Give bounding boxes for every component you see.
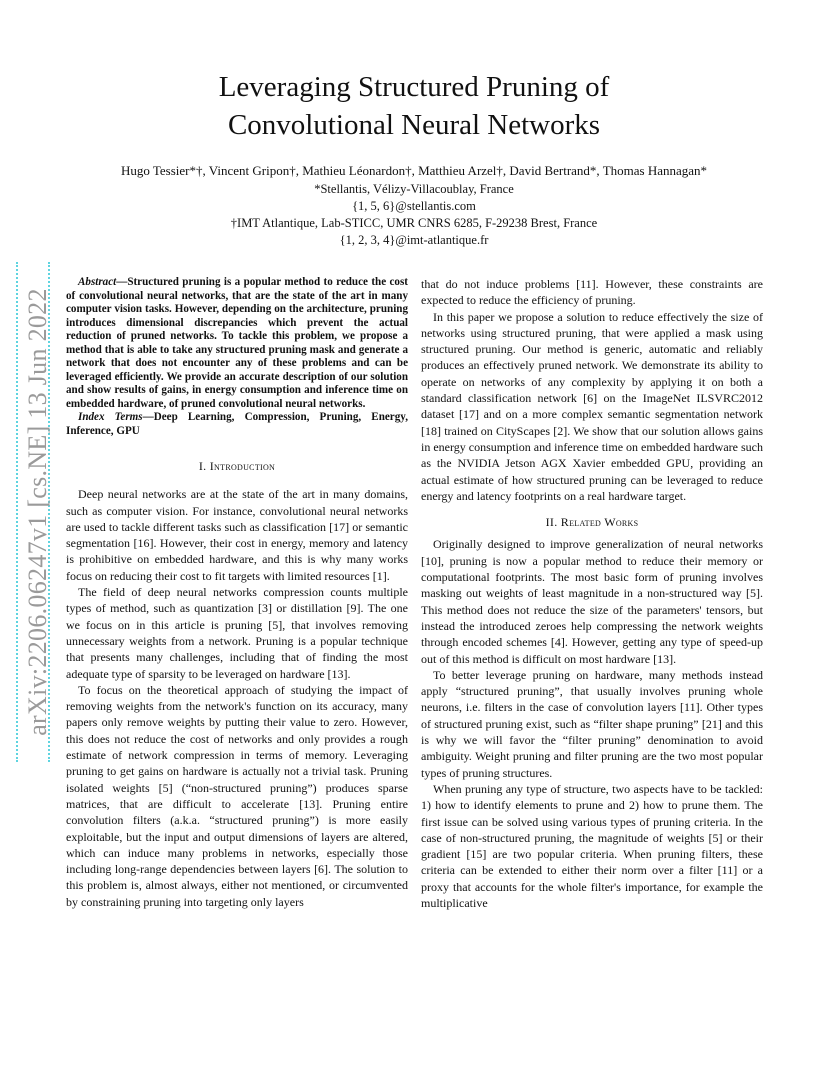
index-terms — [66, 411, 408, 438]
section-heading-introduction: I. Introduction — [198, 459, 276, 473]
email-imt: {1, 2, 3, 4}@imt-atlantique.fr — [339, 233, 489, 247]
right-column — [421, 276, 763, 911]
intro-paragraph: Deep neural networks are at the state of the art in many domains, such as computer vision. For instance, convolutional neural networks are used to tackle different tasks such as classification [17] or semantic segmentation [16]. However, their cost in energy, memory and latency is prohibitive on embedded hardware, and this is why many works focus on reducing their cost to fit targets with limited resources [1]. — [66, 487, 408, 583]
left-column — [66, 276, 408, 910]
abstract-text: —Structured pruning is a popular method to reduce the cost of convolutional neural networks, that are the state of the art in many computer vision tasks. However, depending on the architecture, pruning introduces dimensional discrepancies which prevent the actual reduction of pruned networks. To tackle this problem, we propose a method that is able to take any structured pruning mask and generate a network that does not encounter any of these problems and can be leveraged efficiently. We provide an accurate description of our solution and show results of gains, in energy consumption and inference time on embedded hardware, of pruned convolutional neural networks. — [66, 276, 408, 410]
paper-title — [0, 68, 828, 144]
related-paragraph: To better leverage pruning on hardware, many methods instead apply “structured pruning”, that usually involves pruning whole neurons, i.e. filters in the case of convolution layers [11]. Other types of structured pruning exist, such as “filter shape pruning” [21] and this is why we will favor the “filter pruning” denomination to avoid ambiguity. Weight pruning and filter pruning are the two most popular types of pruning structures. — [421, 667, 763, 780]
arxiv-stamp[interactable] — [22, 262, 54, 762]
related-paragraph: When pruning any type of structure, two aspects have to be tackled: 1) how to identify elements to prune and 2) how to prune them. The first issue can be solved using various types of pruning criteria. In the case of non-structured pruning, the magnitude of weights [5] or their gradient [15] are two popular criteria. When pruning filters, these criteria can be extended to either their norm over a filter [11] or a proxy that accounts for the whole filter's importance, for example the multiplicative — [421, 781, 763, 910]
section-heading-related-works: II. Related Works — [545, 515, 639, 530]
body-paragraph: that do not induce problems [11]. However, these constraints are expected to reduce the efficiency of pruning. — [421, 277, 763, 308]
abstract — [66, 276, 408, 411]
body-paragraph: In this paper we propose a solution to reduce effectively the size of networks using structured pruning, that were applied a mask using structured pruning. Our method is generic, automatic and reliably produces an effectively pruned network. We demonstrate its ability to operate on networks of any complexity by applying it on both a standard classification network [6] on the ImageNet ILSVRC2012 dataset [17] and on a more complex semantic segmentation network [18] trained on CityScapes [2]. We show that our solution allows gains in energy consumption and inference time on embedded hardware such as the NVIDIA Jetson AGX Xavier embedded GPU, providing an actual estimate of how structured pruning can be leveraged to reduce energy and latency footprints on a real hardware target. — [421, 309, 763, 503]
paper-title-line-2: Convolutional Neural Networks — [227, 109, 601, 141]
related-paragraph: Originally designed to improve generalization of neural networks [10], pruning is now a popular method to reduce their memory or computational footprints. The most basic form of pruning involves masking out weights of least magnitude in a non-structured way [5]. This method does not reduce the size of the parameters' tensors, but instead the introduced zeroes help compressing the network weights through encoded schemes [4]. However, getting any type of speed-up out of this method is difficult on most hardware [13]. — [421, 537, 763, 666]
index-terms-text: —Deep Learning, Compression, Pruning, Energy, Inference, GPU — [66, 411, 408, 437]
affiliation-stellantis: *Stellantis, Vélizy-Villacoublay, France — [314, 182, 514, 196]
author-list: Hugo Tessier*†, Vincent Gripon†, Mathieu Léonardon†, Matthieu Arzel†, David Bertrand*, Thomas Hannagan* — [120, 163, 708, 178]
intro-paragraph: The field of deep neural networks compression counts multiple types of method, such as quantization [3] or distillation [9]. The one we focus on in this article is pruning [5], that involves removing unnecessary weights from a network. Pruning is a popular technique that presents many challenges, including that of finding the most adequate type of sparsity to be leveraged on hardware [13]. — [66, 585, 408, 681]
affiliation-imt: †IMT Atlantique, Lab-STICC, UMR CNRS 6285, F-29238 Brest, France — [230, 216, 598, 230]
abstract-label: Abstract — [78, 276, 117, 288]
paper-title-line-1: Leveraging Structured Pruning of — [218, 71, 610, 103]
index-terms-label: Index Terms — [78, 411, 143, 423]
intro-paragraph: To focus on the theoretical approach of studying the impact of removing weights from the network's function on its accuracy, many papers only remove weights by putting their value to zero. However, this does not reduce the cost of networks and only provides a rough estimate of network compression in terms of memory. Leveraging pruning to get gains on hardware is actually not a trivial task. Pruning isolated weights [5] (“non-structured pruning”) produces sparse matrices, that are difficult to accelerate [13]. Pruning entire convolution filters (a.k.a. “structured pruning”) is more easily exploitable, but the input and output dimensions of layers are altered, which can induce many problems in networks, especially those including long-range dependencies between layers [6]. The solution to this problem is, almost always, either not mentioned, or circumvented by constraining pruning into targeting only layers — [66, 682, 408, 909]
email-stellantis: {1, 5, 6}@stellantis.com — [352, 199, 476, 213]
arxiv-stamp-text: arXiv:2206.06247v1 [cs.NE] 13 Jun 2022 — [23, 288, 52, 736]
